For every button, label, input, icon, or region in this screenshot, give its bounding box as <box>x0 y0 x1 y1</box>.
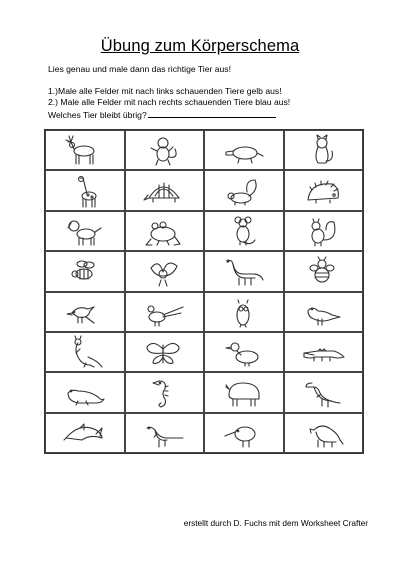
grid-cell[interactable] <box>204 292 284 332</box>
giraffe-icon <box>62 174 108 208</box>
grid-cell[interactable] <box>204 251 284 291</box>
grid-cell[interactable] <box>204 332 284 372</box>
grid-cell[interactable] <box>125 211 205 251</box>
dolphin-icon <box>62 416 108 450</box>
grid-cell[interactable] <box>125 130 205 170</box>
squirrel-icon <box>300 214 346 248</box>
grid-cell[interactable] <box>125 292 205 332</box>
instruction-left-yellow: 1.)Male alle Felder mit nach links schauenden Tiere gelb aus! <box>48 86 282 96</box>
grid-cell[interactable] <box>204 130 284 170</box>
instruction-right-blue: 2.) Male alle Felder mit nach rechts schauenden Tiere blau aus! <box>48 97 291 107</box>
t-rex-icon <box>300 375 346 409</box>
grid-cell[interactable] <box>125 251 205 291</box>
skunk-icon <box>221 174 267 208</box>
instruction-read: Lies genau und male dann das richtige Tier aus! <box>48 64 231 74</box>
raptor-icon <box>141 416 187 450</box>
grid-cell[interactable] <box>204 372 284 412</box>
owl-icon <box>221 295 267 329</box>
duck-icon <box>221 335 267 369</box>
cat-icon <box>300 133 346 167</box>
grid-cell[interactable] <box>45 292 125 332</box>
grid-cell[interactable] <box>45 413 125 453</box>
pigeon-icon <box>300 295 346 329</box>
hedgehog-icon <box>300 174 346 208</box>
platypus-icon <box>221 133 267 167</box>
page-title: Übung zum Körperschema <box>100 37 300 55</box>
grid-cell[interactable] <box>284 413 364 453</box>
grid-cell[interactable] <box>45 332 125 372</box>
bee-cartoon-icon <box>300 254 346 288</box>
grid-cell[interactable] <box>284 372 364 412</box>
grid-cell[interactable] <box>125 372 205 412</box>
seal-icon <box>62 375 108 409</box>
armadillo-icon <box>141 174 187 208</box>
mouse-icon <box>221 214 267 248</box>
bee-icon <box>62 254 108 288</box>
grid-cell[interactable] <box>45 130 125 170</box>
butterfly-icon <box>141 335 187 369</box>
grid-cell[interactable] <box>284 130 364 170</box>
grid-cell[interactable] <box>204 211 284 251</box>
frog-icon <box>141 214 187 248</box>
bird-icon <box>62 295 108 329</box>
grid-cell[interactable] <box>125 413 205 453</box>
animal-grid <box>44 129 364 454</box>
deer-icon <box>62 133 108 167</box>
grid-cell[interactable] <box>284 251 364 291</box>
grid-cell[interactable] <box>284 292 364 332</box>
crocodile-icon <box>300 335 346 369</box>
grid-cell[interactable] <box>284 170 364 210</box>
grid-cell[interactable] <box>125 170 205 210</box>
answer-line[interactable] <box>148 109 276 118</box>
grid-cell[interactable] <box>284 211 364 251</box>
bison-icon <box>221 375 267 409</box>
meerkat-icon <box>300 416 346 450</box>
grid-cell[interactable] <box>45 211 125 251</box>
grid-cell[interactable] <box>45 170 125 210</box>
footer-credit: erstellt durch D. Fuchs mit dem Worksheet Crafter <box>183 518 368 528</box>
grid-cell[interactable] <box>284 332 364 372</box>
pheasant-icon <box>141 295 187 329</box>
grid-cell[interactable] <box>204 413 284 453</box>
grid-cell[interactable] <box>45 251 125 291</box>
grid-cell[interactable] <box>45 372 125 412</box>
dinosaur-icon <box>221 254 267 288</box>
monkey-icon <box>141 133 187 167</box>
kiwi-icon <box>221 416 267 450</box>
seahorse-icon <box>141 375 187 409</box>
grid-cell[interactable] <box>204 170 284 210</box>
dog-icon <box>62 214 108 248</box>
question-text: Welches Tier bleibt übrig? <box>48 110 147 120</box>
grid-cell[interactable] <box>125 332 205 372</box>
kangaroo-icon <box>62 335 108 369</box>
owl-flying-icon <box>141 254 187 288</box>
instruction-question <box>48 109 276 121</box>
